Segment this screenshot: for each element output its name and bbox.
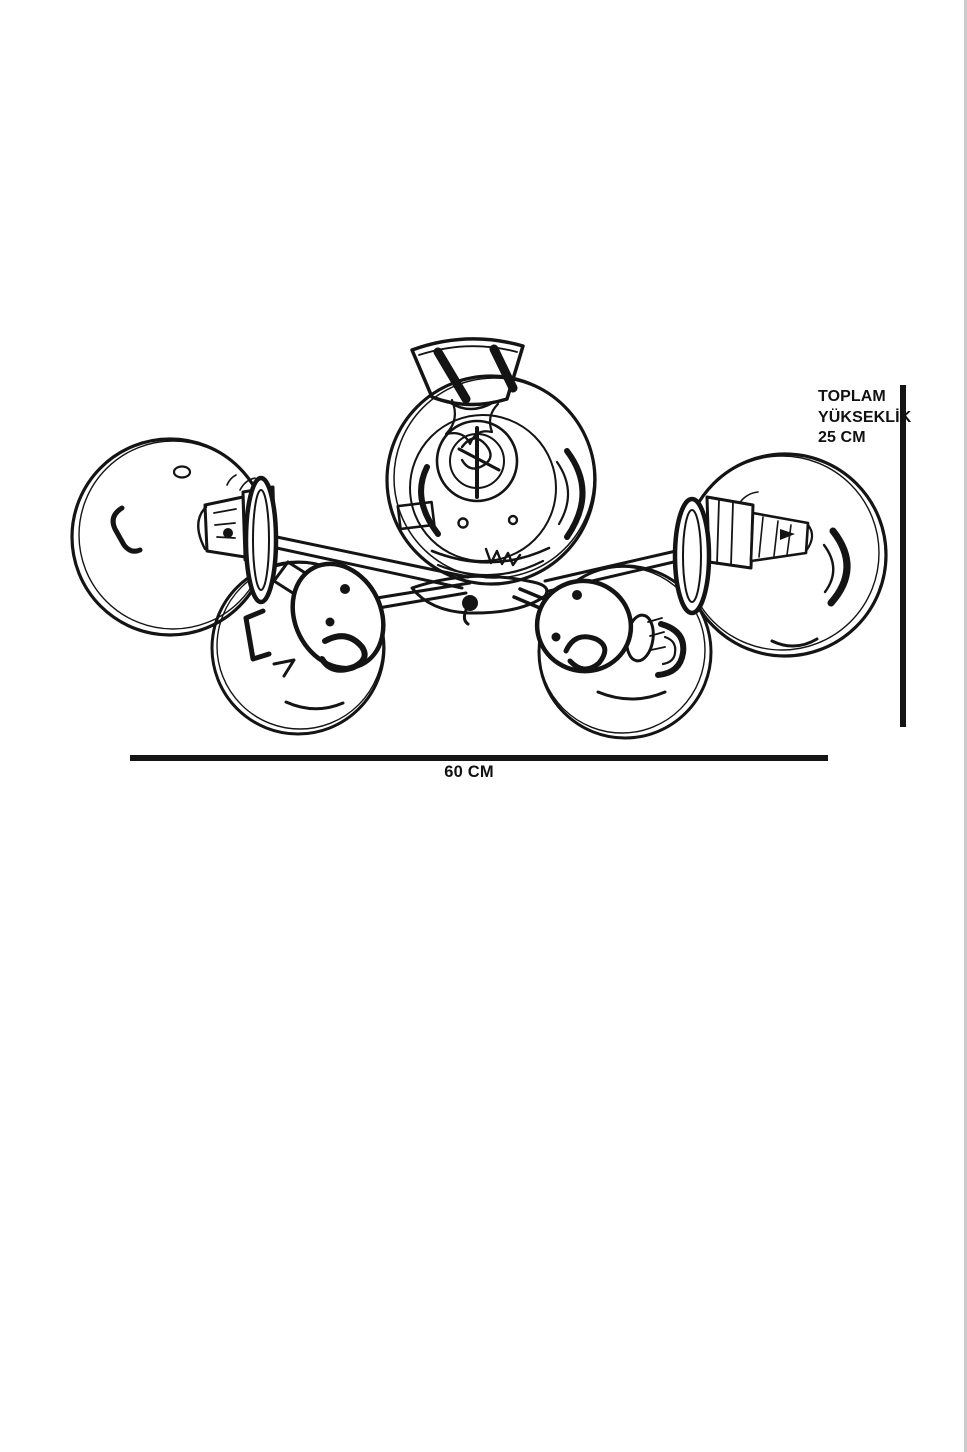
height-label-line-3: 25 CM xyxy=(818,429,866,446)
center-globe-bulb xyxy=(398,400,583,575)
height-dimension-label xyxy=(818,387,960,449)
height-label-line-2: YÜKSEKLİK xyxy=(818,408,912,426)
lamp-sketch xyxy=(72,339,886,738)
right-globe-bulb xyxy=(707,492,847,646)
width-dimension-label: 60 CM xyxy=(444,763,494,781)
height-label-line-1: TOPLAM xyxy=(818,388,886,405)
width-dimension-line xyxy=(130,755,828,761)
